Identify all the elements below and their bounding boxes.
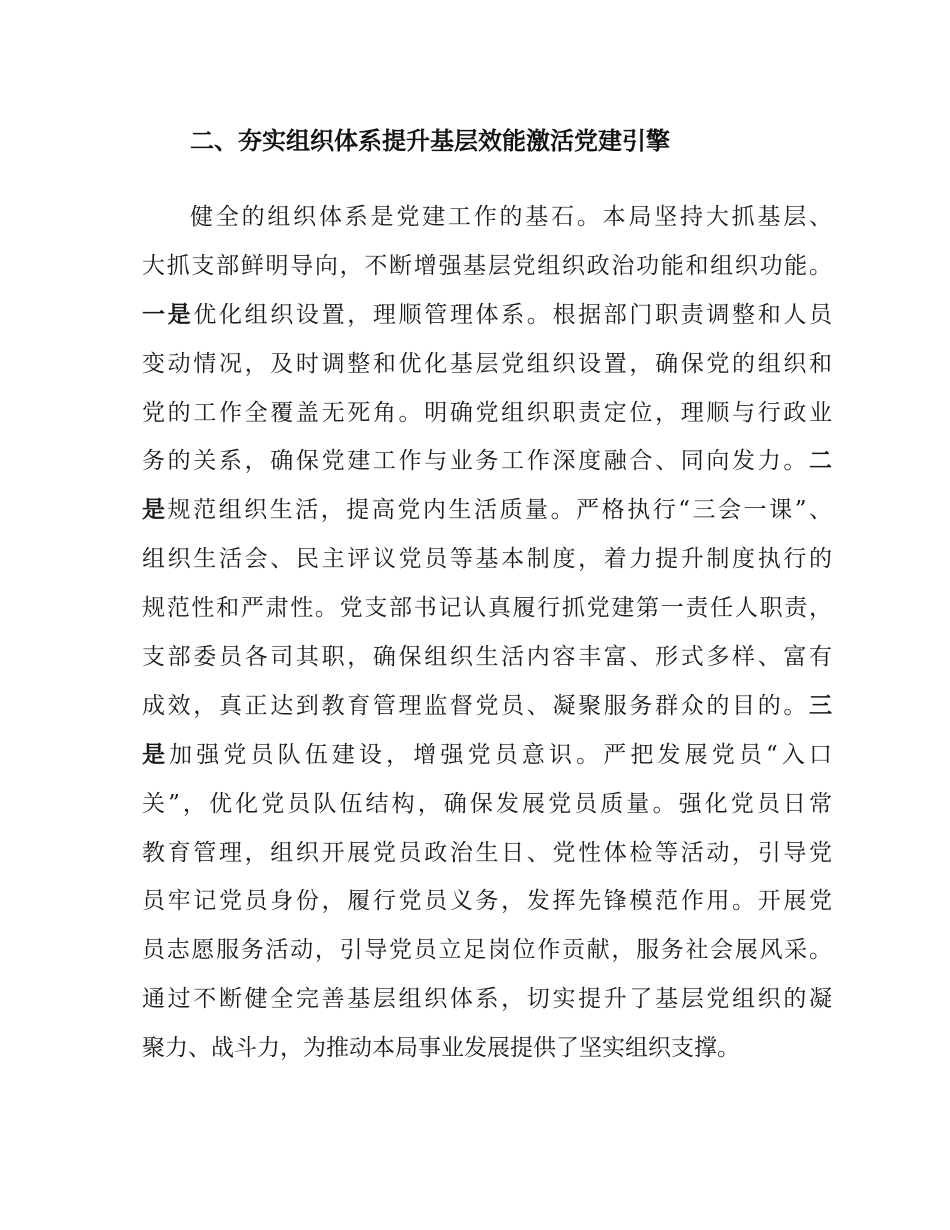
text-segment: 通过不断健全完善基层组织体系，切实提升了基层党组织的凝 bbox=[142, 986, 832, 1013]
bold-marker: 三 bbox=[809, 692, 832, 719]
paragraph-line bbox=[142, 584, 832, 633]
bold-marker: 是 bbox=[142, 741, 170, 768]
bold-marker: 二 bbox=[809, 448, 832, 475]
paragraph-line bbox=[142, 926, 832, 975]
paragraph-line bbox=[142, 389, 832, 438]
text-segment: 规范性和严肃性。党支部书记认真履行抓党建第一责任人职责， bbox=[142, 595, 832, 622]
text-segment: 党的工作全覆盖无死角。明确党组织职责定位，理顺与行政业 bbox=[142, 399, 832, 426]
paragraph-line bbox=[142, 291, 832, 340]
section-heading: 二、夯实组织体系提升基层效能激活党建引擎 bbox=[190, 127, 670, 155]
text-segment: 大抓支部鲜明导向，不断增强基层党组织政治功能和组织功能。 bbox=[142, 252, 832, 279]
text-segment: 员志愿服务活动，引导党员立足岗位作贡献，服务社会展风采。 bbox=[142, 937, 832, 964]
paragraph-line bbox=[142, 975, 832, 1024]
text-segment: 健全的组织体系是党建工作的基石。本局坚持大抓基层、 bbox=[190, 204, 832, 230]
paragraph-line bbox=[142, 682, 832, 731]
paragraph-line bbox=[142, 1024, 832, 1073]
text-segment: 加强党员队伍建设，增强党员意识。严把发展党员“入口 bbox=[169, 741, 833, 768]
paragraph-line bbox=[142, 340, 832, 389]
paragraph-line bbox=[142, 780, 832, 829]
bold-marker: 是 bbox=[142, 497, 168, 524]
text-segment: 聚力、战斗力，为推动本局事业发展提供了坚实组织支撑。 bbox=[142, 1035, 740, 1062]
text-segment: 变动情况，及时调整和优化基层党组织设置，确保党的组织和 bbox=[142, 350, 832, 377]
paragraph-line bbox=[142, 731, 832, 780]
bold-marker: 一是 bbox=[142, 301, 194, 328]
paragraph-line bbox=[142, 829, 832, 878]
paragraph-line bbox=[142, 633, 832, 682]
text-segment: 教育管理，组织开展党员政治生日、党性体检等活动，引导党 bbox=[142, 839, 832, 866]
text-segment: 组织生活会、民主评议党员等基本制度，着力提升制度执行的 bbox=[142, 546, 832, 573]
paragraph-line bbox=[142, 535, 832, 584]
text-segment: 关”，优化党员队伍结构，确保发展党员质量。强化党员日常 bbox=[142, 790, 832, 817]
text-segment: 务的关系，确保党建工作与业务工作深度融合、同向发力。 bbox=[142, 448, 809, 475]
text-segment: 成效，真正达到教育管理监督党员、凝聚服务群众的目的。 bbox=[142, 692, 809, 719]
paragraph-line bbox=[142, 242, 832, 291]
text-segment: 支部委员各司其职，确保组织生活内容丰富、形式多样、富有 bbox=[142, 644, 832, 671]
paragraph-line bbox=[142, 193, 832, 242]
text-segment: 规范组织生活，提高党内生活质量。严格执行“三会一课”、 bbox=[167, 497, 832, 524]
text-segment: 员牢记党员身份，履行党员义务，发挥先锋模范作用。开展党 bbox=[142, 888, 832, 915]
paragraph-line bbox=[142, 486, 832, 535]
paragraph-line bbox=[142, 437, 832, 486]
text-segment: 优化组织设置，理顺管理体系。根据部门职责调整和人员 bbox=[193, 301, 833, 328]
body-paragraph bbox=[142, 193, 832, 1073]
paragraph-line bbox=[142, 877, 832, 926]
